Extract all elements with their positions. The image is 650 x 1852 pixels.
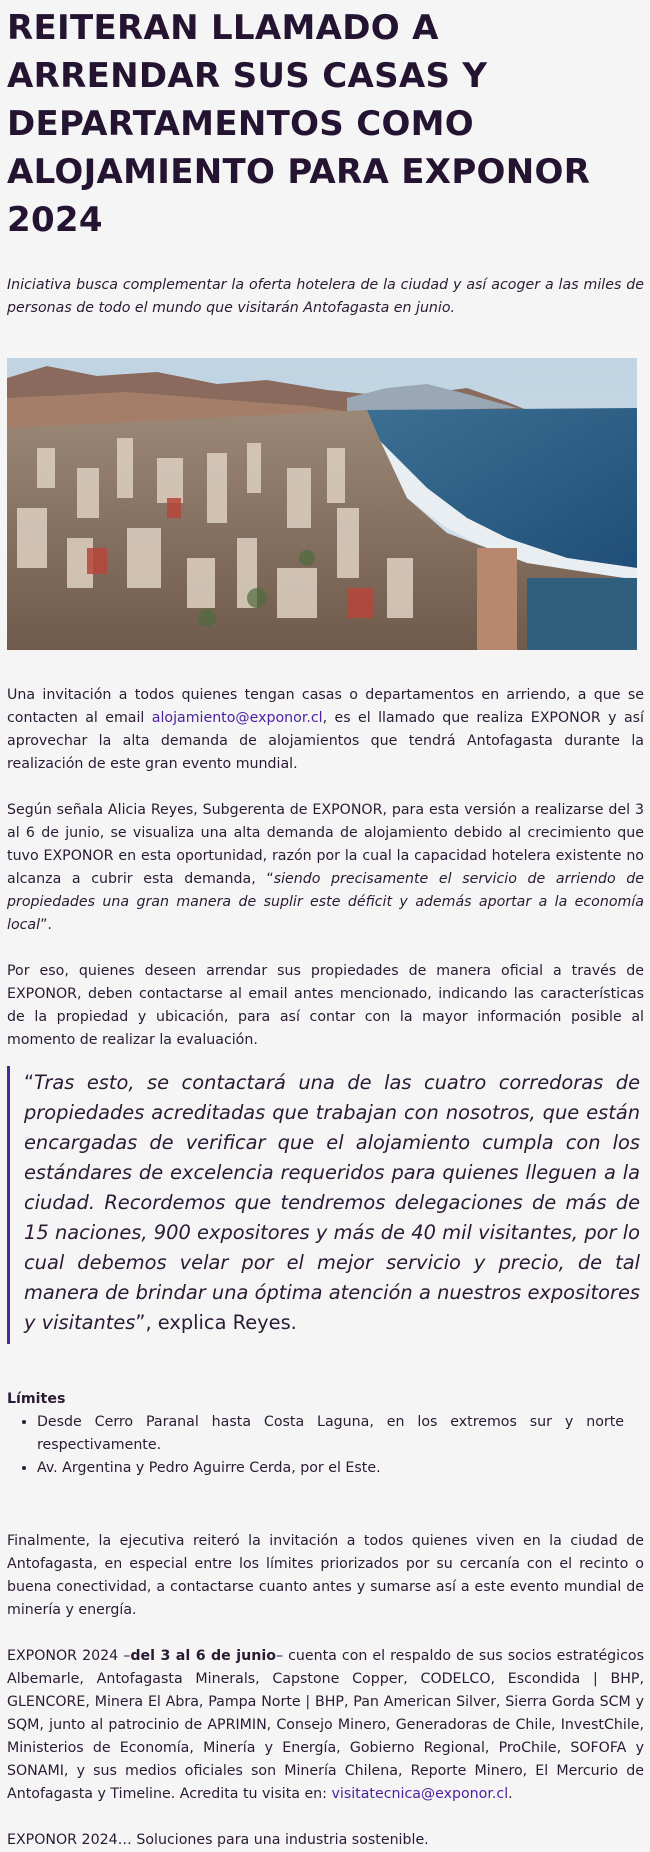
visitatecnica-email-link[interactable]: visitatecnica@exponor.cl <box>331 1786 509 1802</box>
article-title: REITERAN LLAMADO A ARRENDAR SUS CASAS Y DEPARTAMENTOS COMO ALOJAMIENTO PARA EXPONOR 2024 <box>7 8 591 240</box>
quote-attribution: ”, explica Reyes. <box>135 1311 297 1334</box>
paragraph-5-text-b: – cuenta con el respaldo de sus socios estratégicos Albemarle, Antofagasta Minerals, Capstone Copper, CODELCO, Escondida | BHP, GLENCORE, Minera El Abra, Pampa Norte | BHP, Pan American Silver, Sierra Gorda SCM y SQM, junto al patrocinio de APRIMIN, Consejo Minero, Generadoras de Chile, InvestChile, Ministerios de Economía, Minería y Energía, Gobierno Regional, ProChile, SOFOFA y SONAMI, y sus medios oficiales son Minería Chilena, Reporte Minero, El Mercurio de Antofagasta y Timeline. Acredita tu visita en: <box>7 1648 644 1802</box>
alojamiento-email-link[interactable]: alojamiento@exponor.cl <box>151 710 323 726</box>
paragraph-5-text-c: . <box>508 1786 513 1802</box>
paragraph-3: Por eso, quienes deseen arrendar sus propiedades de manera oficial a través de EXPONOR, deben contactarse al email antes mencionado, indicando las características de la propiedad y ubicación, para así contar con la mayor información posible al momento de realizar la evaluación. <box>7 963 644 1048</box>
list-item: • Desde Cerro Paranal hasta Costa Laguna, en los extremos sur y norte respectivamente. <box>37 1411 644 1457</box>
event-dates: del 3 al 6 de junio <box>130 1648 276 1664</box>
antofagasta-city-photo <box>7 358 637 650</box>
paragraph-1-text-a: Una invitación a todos quienes tengan casas o departamentos en arriendo, a que se contacten al email <box>7 687 644 726</box>
quote-text: Tras esto, se contactará una de las cuatro corredoras de propiedades acreditadas que trabajan con nosotros, que están encargadas de verificar que el alojamiento cumpla con los estándares de excelencia requeridos para quienes lleguen a la ciudad. Recordemos que tendremos delegaciones de más de 15 naciones, 900 expositores y más de 40 mil visitantes, por lo cual debemos velar por el mejor servicio y precio, de tal manera de brindar una óptima atención a nuestros expositores y visitantes <box>24 1071 640 1334</box>
paragraph-4: Finalmente, la ejecutiva reiteró la invitación a todos quienes viven en la ciudad de Antofagasta, en especial entre los límites priorizados por su cercanía con el recinto o buena conectividad, a contactarse cuanto antes y sumarse así a este evento mundial de minería y energía. <box>7 1533 644 1618</box>
paragraph-1 <box>7 684 644 776</box>
list-item: • Av. Argentina y Pedro Aguirre Cerda, por el Este. <box>37 1457 644 1480</box>
limits-list <box>7 1411 644 1480</box>
paragraph-2-text-b: ”. <box>40 917 52 933</box>
paragraph-2-quote: siendo precisamente el servicio de arriendo de propiedades una gran manera de suplir este déficit y además aportar a la economía local <box>7 871 644 933</box>
quote-open-mark: “ <box>24 1071 35 1094</box>
paragraph-2 <box>7 799 644 937</box>
article-lead: Iniciativa busca complementar la oferta hotelera de la ciudad y así acoger a las miles de personas de todo el mundo que visitarán Antofagasta en junio. <box>7 277 644 316</box>
paragraph-2-text-a: Según señala Alicia Reyes, Subgerenta de EXPONOR, para esta versión a realizarse del 3 al 6 de junio, se visualiza una alta demanda de alojamiento debido al crecimiento que tuvo EXPONOR en esta oportunidad, razón por la cual la capacidad hotelera existente no alcanza a cubrir esta demanda, “ <box>7 802 644 887</box>
closing-line: EXPONOR 2024… Soluciones para una industria sostenible. <box>7 1832 429 1848</box>
reyes-quote <box>7 1066 644 1344</box>
limits-heading: Límites <box>7 1391 66 1407</box>
paragraph-5 <box>7 1645 644 1806</box>
paragraph-5-text-a: EXPONOR 2024 – <box>7 1648 131 1664</box>
paragraph-1-text-b: , es el llamado que realiza EXPONOR y así aprovechar la alta demanda de alojamientos que tendrá Antofagasta durante la realización de este gran evento mundial. <box>7 710 644 772</box>
